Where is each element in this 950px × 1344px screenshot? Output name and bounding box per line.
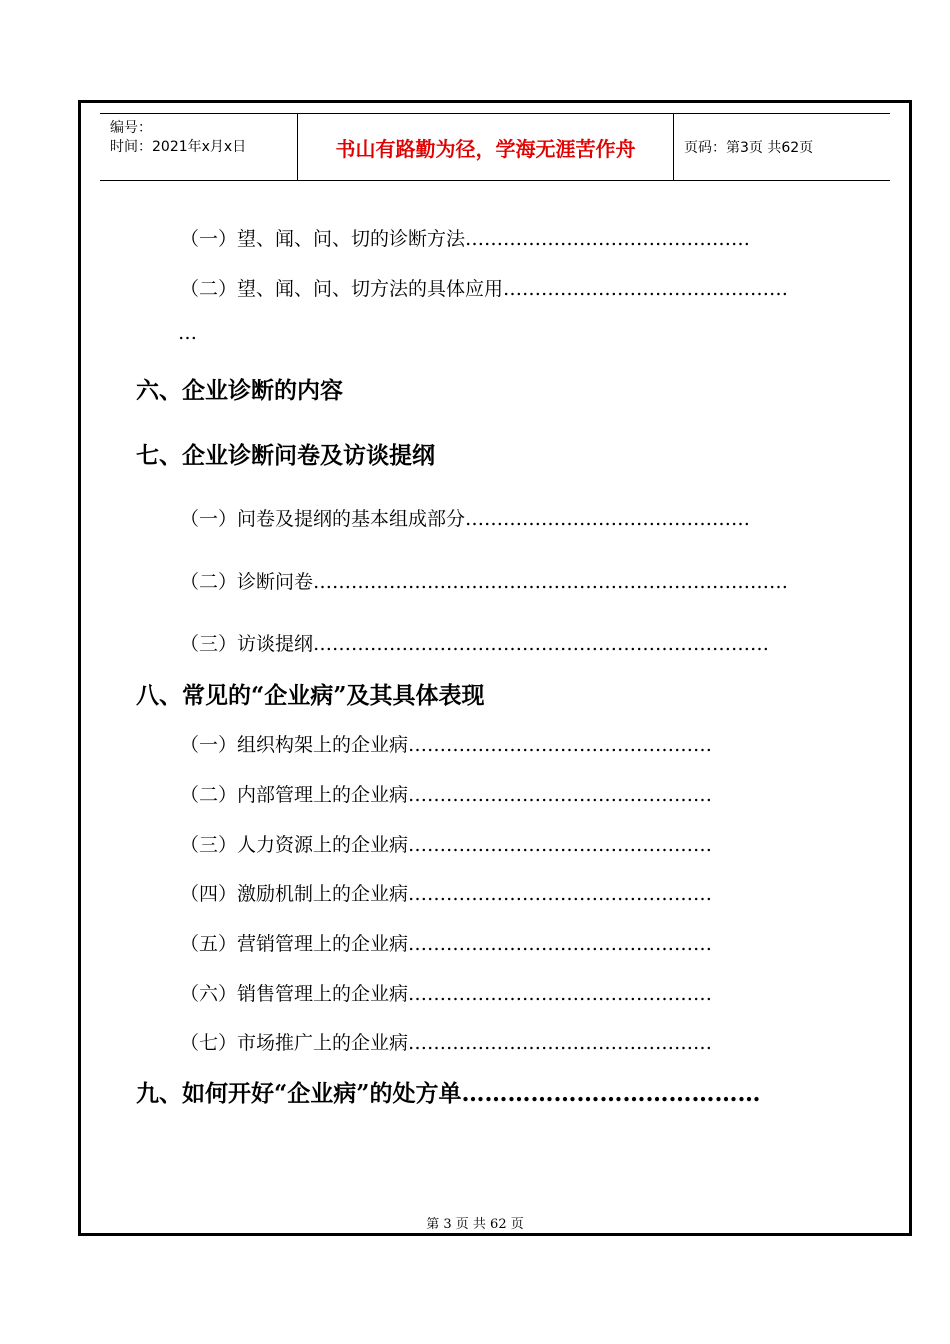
toc-item: （一）问卷及提纲的基本组成部分……………………………………… [180,508,751,530]
toc-item: （二）望、闻、问、切方法的具体应用……………………………………… [180,278,789,300]
toc-section-heading: 七、企业诊断问卷及访谈提纲 [136,442,435,469]
toc-section-heading: 九、如何开好“企业病”的处方单………………………………… [136,1080,761,1107]
toc-item: （五）营销管理上的企业病………………………………………… [180,933,713,955]
motto: 书山有路勤为径，学海无涯苦作舟 [335,136,636,161]
toc-item: （一）组织构架上的企业病………………………………………… [180,734,713,756]
date-line: 时间：2021年x月x日 [110,139,247,155]
toc-item: （三）人力资源上的企业病………………………………………… [180,834,713,856]
toc-item: （三）访谈提纲……………………………………………………………… [180,633,770,655]
toc-item: （六）销售管理上的企业病………………………………………… [180,983,713,1005]
toc-item: （二）内部管理上的企业病………………………………………… [180,784,713,806]
toc-item: （二）诊断问卷………………………………………………………………… [180,571,789,593]
header-page-info: 页码：第3页 共62页 [684,140,814,156]
page-footer: 第 3 页 共 62 页 [426,1217,524,1232]
toc-item: （七）市场推广上的企业病………………………………………… [180,1032,713,1054]
toc-item: （一）望、闻、问、切的诊断方法……………………………………… [180,228,751,250]
serial-number-label: 编号： [110,120,152,136]
toc-section-heading: 八、常见的“企业病”及其具体表现 [136,682,485,709]
toc-section-heading: 六、企业诊断的内容 [136,377,343,404]
toc-item: （四）激励机制上的企业病………………………………………… [180,883,713,905]
toc-item-continuation: … [178,322,197,344]
